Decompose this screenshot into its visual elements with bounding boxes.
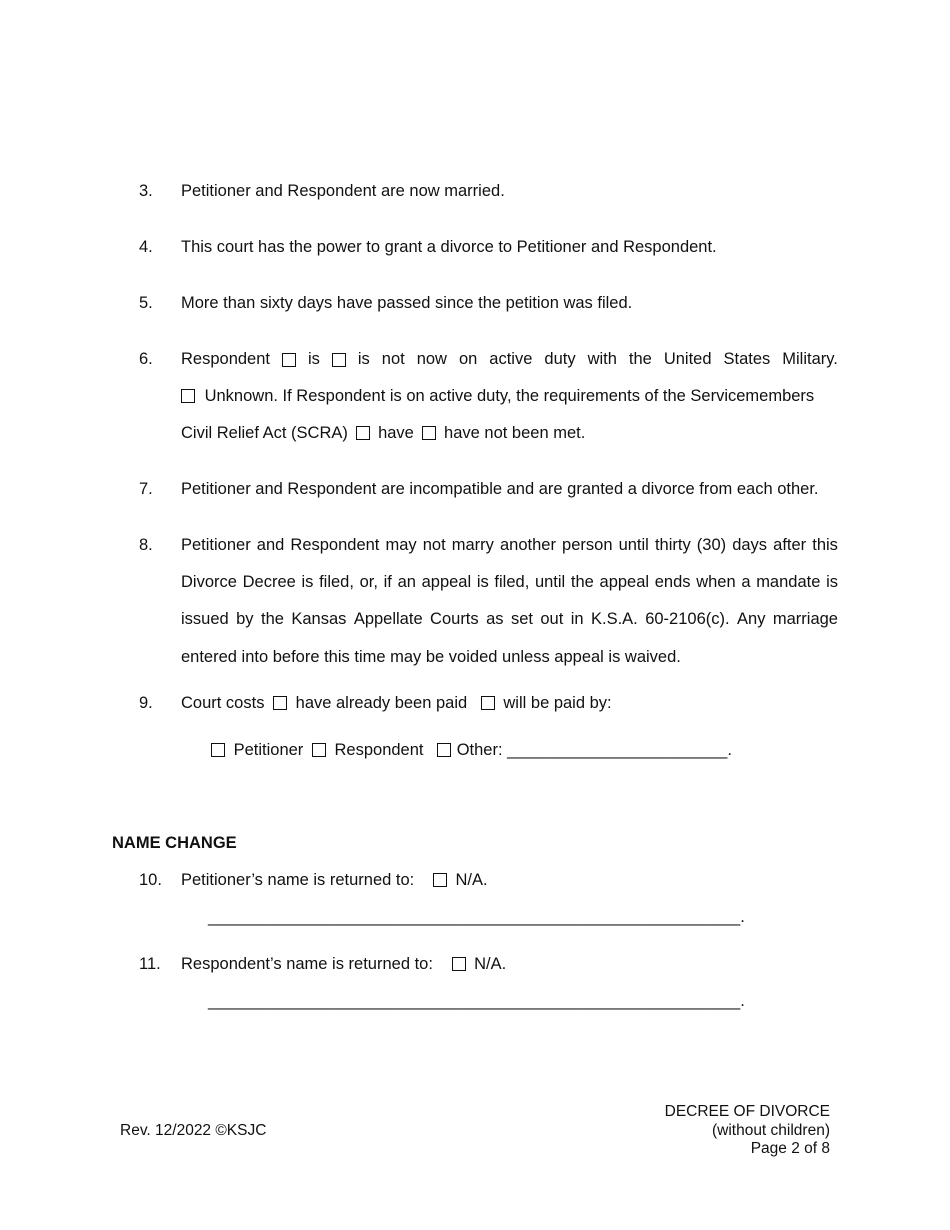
item-4-text: This court has the power to grant a divorce to Petitioner and Respondent. (181, 238, 717, 256)
word: States (723, 350, 771, 368)
word: the (260, 610, 284, 628)
word: is (476, 573, 489, 591)
word: may (385, 536, 417, 554)
item-6-number: 6. (139, 350, 153, 368)
word: by (236, 610, 254, 628)
item-10-line (181, 871, 488, 890)
word: Petitioner (181, 536, 251, 554)
word: duty (544, 350, 576, 368)
respondent-name-na-label: N/A. (474, 955, 507, 973)
word: (30) (696, 536, 727, 554)
item-4-number: 4. (139, 238, 153, 256)
item-10-number: 10. (139, 871, 162, 889)
item-9-line-1 (181, 694, 612, 713)
scra-have-not-checkbox[interactable] (422, 426, 436, 440)
word: as (486, 610, 504, 628)
payer-petitioner-checkbox[interactable] (211, 743, 225, 757)
footer-doc-subtitle: (without children) (711, 1122, 830, 1139)
is-label: is (307, 350, 320, 368)
word: or, (359, 573, 378, 591)
word: appeal (599, 573, 650, 591)
item-9-number: 9. (139, 694, 153, 712)
item-5-text: More than sixty days have passed since the petition was filed. (181, 294, 633, 312)
word: Respondent (290, 536, 380, 554)
word: when (696, 573, 736, 591)
payer-other-checkbox[interactable] (437, 743, 451, 757)
item-8-line-2 (181, 573, 838, 592)
word: is (301, 573, 314, 591)
item-5-number: 5. (139, 294, 153, 312)
word: appeal (421, 573, 472, 591)
word: out (540, 610, 564, 628)
word: with (587, 350, 617, 368)
costs-paid-checkbox[interactable] (273, 696, 287, 710)
word: person (562, 536, 613, 554)
word: and (256, 536, 285, 554)
word: Kansas (291, 610, 347, 628)
word: Divorce (181, 573, 237, 591)
word: active (489, 350, 533, 368)
word: mandate (756, 573, 821, 591)
item-8-number: 8. (139, 536, 153, 554)
word: on (458, 350, 478, 368)
word: set (510, 610, 533, 628)
word: Military. (782, 350, 838, 368)
costs-will-be-paid-checkbox[interactable] (481, 696, 495, 710)
word: is (826, 573, 838, 591)
payer-other-field[interactable]: Other: ________________________. (456, 741, 732, 759)
footer-doc-title: DECREE OF DIVORCE (664, 1103, 830, 1120)
item-3-number: 3. (139, 182, 153, 200)
word: filed, (494, 573, 530, 591)
word: Courts (430, 610, 479, 628)
item-8-line-4: entered into before this time may be voided unless appeal is waived. (181, 648, 681, 666)
item-6-line-3 (181, 424, 585, 443)
word: marriage (772, 610, 838, 628)
word: filed, (319, 573, 354, 591)
petitioner-name-na-checkbox[interactable] (433, 873, 447, 887)
word: ends (654, 573, 691, 591)
word: is (357, 350, 370, 368)
active-duty-is-checkbox[interactable] (282, 353, 296, 367)
word: a (741, 573, 751, 591)
have-not-label: have not been met. (444, 424, 586, 442)
costs-paid-label: have already been paid (295, 694, 468, 712)
respondent-name-label: Respondent’s name is returned to: (181, 955, 433, 973)
respondent-name-field[interactable]: __________________________________________________________. (208, 992, 745, 1010)
word: if (383, 573, 392, 591)
payer-petitioner-label: Petitioner (233, 741, 304, 759)
item-9-payer-options (211, 741, 732, 760)
name-change-heading: NAME CHANGE (112, 834, 237, 852)
word: Appellate (353, 610, 423, 628)
unknown-text: Unknown. If Respondent is on active duty, the requirements of the Servicemembers (204, 387, 815, 405)
item-8-line-1 (181, 536, 838, 555)
item-11-line (181, 955, 506, 974)
petitioner-name-na-label: N/A. (455, 871, 488, 889)
word: K.S.A. (591, 610, 638, 628)
word: until (534, 573, 566, 591)
payer-respondent-label: Respondent (334, 741, 424, 759)
word: until (618, 536, 649, 554)
word: Any (737, 610, 766, 628)
unknown-checkbox[interactable] (181, 389, 195, 403)
word: another (500, 536, 556, 554)
item-6-line-2 (181, 387, 814, 406)
scra-have-checkbox[interactable] (356, 426, 370, 440)
item-3-text: Petitioner and Respondent are now married. (181, 182, 505, 200)
respondent-name-na-checkbox[interactable] (452, 957, 466, 971)
footer-revision: Rev. 12/2022 ©KSJC (120, 1122, 267, 1139)
have-label: have (378, 424, 414, 442)
word: the (628, 350, 652, 368)
footer-page-number: Page 2 of 8 (750, 1140, 830, 1157)
court-costs-label: Court costs (181, 694, 265, 712)
item-8-line-3 (181, 610, 838, 629)
item-6-line-1 (181, 350, 838, 369)
word: not (422, 536, 446, 554)
word: days (732, 536, 768, 554)
word: an (397, 573, 416, 591)
item-7-text: Petitioner and Respondent are incompatible and are granted a divorce from each other. (181, 480, 819, 498)
petitioner-name-field[interactable]: __________________________________________________________. (208, 908, 745, 926)
word: in (570, 610, 584, 628)
word: the (570, 573, 594, 591)
respondent-label: Respondent (181, 350, 270, 368)
word: issued (181, 610, 229, 628)
word: thirty (654, 536, 691, 554)
scra-label: Civil Relief Act (SCRA) (181, 424, 348, 442)
word: United (663, 350, 712, 368)
item-7-number: 7. (139, 480, 153, 498)
item-11-number: 11. (139, 955, 161, 973)
word: this (812, 536, 838, 554)
word: not (381, 350, 405, 368)
word: Decree (242, 573, 296, 591)
payer-respondent-checkbox[interactable] (312, 743, 326, 757)
petitioner-name-label: Petitioner’s name is returned to: (181, 871, 415, 889)
active-duty-is-not-checkbox[interactable] (332, 353, 346, 367)
word: marry (451, 536, 494, 554)
word: after (773, 536, 807, 554)
costs-will-be-paid-label: will be paid by: (503, 694, 612, 712)
word: 60-2106(c). (645, 610, 730, 628)
word: now (416, 350, 447, 368)
